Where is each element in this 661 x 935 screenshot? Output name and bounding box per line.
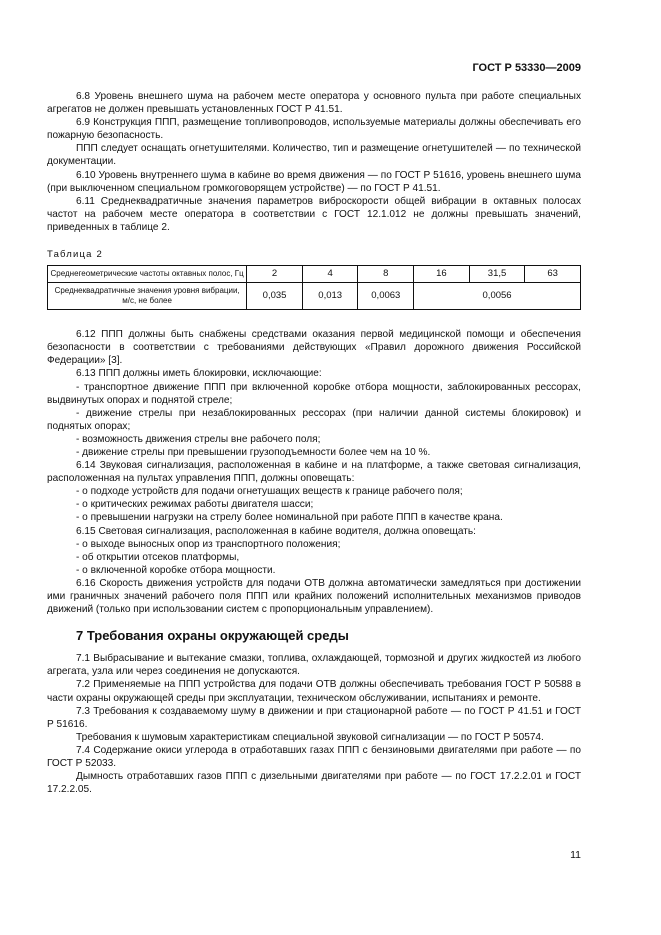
paragraph: 7.4 Содержание окиси углерода в отработавших газах ППП с бензиновыми двигателями при работе — по ГОСТ Р 52033.: [47, 744, 581, 770]
paragraph: - о подходе устройств для подачи огнетушащих веществ к границе рабочего поля;: [76, 486, 463, 498]
paragraph: 6.10 Уровень внутреннего шума в кабине во время движения — по ГОСТ Р 51616, уровень внешнего шума (при выключенном специальном громкоговорящем устройстве) — по ГОСТ Р 41.51.: [47, 169, 581, 194]
paragraph: 6.11 Среднеквадратичные значения параметров виброскорости общей вибрации в октавных полосах частот на рабочем месте оператора в соответствии с ГОСТ 12.1.012 не должны превышать значений, приведенных в таблице 2.: [47, 195, 581, 233]
table-cell: 4: [302, 266, 358, 283]
paragraph: - транспортное движение ППП при включенной коробке отбора мощности, заблокированных рессорах, выдвинутых опорах и поднятой стреле;: [47, 381, 581, 406]
paragraph: 6.16 Скорость движения устройств для подачи ОТВ должна автоматически замедляться при достижении ими граничных значений рабочего поля ППП или крайних положений исполнительных механизмов приводов движений (только при использовании систем с пропорциональным управлением).: [47, 577, 581, 616]
table-row: [48, 283, 581, 310]
paragraph: - о выходе выносных опор из транспортного положения;: [76, 538, 341, 550]
paragraph: 6.12 ППП должны быть снабжены средствами оказания первой медицинской помощи и обеспечения безопасности в соответствии с требованиями действующих «Правил дорожного движения Российской Федерации» [3].: [47, 329, 581, 367]
table-row-header: Среднеквадратичные значения уровня вибрации, м/с, не более: [48, 283, 247, 310]
paragraph: - движение стрелы при незаблокированных рессорах (при наличии данной системы блокировок) и поднятых опорах;: [47, 407, 581, 432]
paragraph: 7.1 Выбрасывание и вытекание смазки, топлива, охлаждающей, тормозной и других жидкостей из любого агрегата, узла или через соединения не допускаются.: [47, 653, 581, 678]
paragraph: 6.13 ППП должны иметь блокировки, исключающие:: [76, 368, 322, 380]
table-cell: 0,0063: [358, 283, 414, 310]
table-cell: 16: [414, 266, 470, 283]
paragraph: 7.2 Применяемые на ППП устройства для подачи ОТВ должны обеспечивать требования ГОСТ Р 50588 в части охраны окружающей среды при эксплуатации, техническом обслуживании, испытаниях и ремонте.: [47, 679, 581, 704]
paragraph: - движение стрелы при превышении грузоподъемности более чем на 10 %.: [76, 446, 431, 458]
paragraph: ППП следует оснащать огнетушителями. Количество, тип и размещение огнетушителей — по технической документации.: [47, 143, 581, 168]
paragraph: - возможность движения стрелы вне рабочего поля;: [76, 433, 321, 445]
table-cell: 0,035: [247, 283, 303, 310]
table-cell: 63: [525, 266, 581, 283]
table-cell: 8: [358, 266, 414, 283]
table-cell-merged: 0,0056: [414, 283, 581, 310]
section-title: 7 Требования охраны окружающей среды: [76, 628, 349, 644]
paragraph: 6.9 Конструкция ППП, размещение топливопроводов, используемые материалы должны обеспечивать его пожарную безопасность.: [47, 117, 581, 142]
page-number: 11: [570, 849, 581, 861]
table-cell: 31,5: [469, 266, 525, 283]
vibration-table: [47, 265, 581, 310]
paragraph: - о включенной коробке отбора мощности.: [76, 564, 276, 576]
paragraph: - о превышении нагрузки на стрелу более номинальной при работе ППП в качестве крана.: [76, 512, 503, 524]
table-cell: 0,013: [302, 283, 358, 310]
table-caption: Таблица 2: [47, 249, 103, 261]
table-row-header: Среднегеометрические частоты октавных полос, Гц: [48, 266, 247, 283]
paragraph: Дымность отработавших газов ППП с дизельными двигателями при работе — по ГОСТ 17.2.2.01 и ГОСТ 17.2.2.05.: [47, 771, 581, 796]
document-header: ГОСТ Р 53330—2009: [472, 62, 581, 74]
paragraph: 6.8 Уровень внешнего шума на рабочем месте оператора у основного пульта при работе специальных агрегатов не должен превышать установленных ГОСТ Р 41.51.: [47, 91, 581, 116]
section-6-paragraphs-part1: [47, 90, 581, 234]
section-7-paragraphs: [47, 652, 581, 796]
paragraph: - о критических режимах работы двигателя шасси;: [76, 499, 314, 511]
paragraph: 6.15 Световая сигнализация, расположенная в кабине водителя, должна оповещать:: [76, 525, 476, 537]
section-6-paragraphs-part2: [47, 328, 581, 616]
paragraph: 7.3 Требования к создаваемому шуму в движении и при стационарной работе — по ГОСТ Р 41.51 и ГОСТ Р 51616.: [47, 705, 581, 730]
paragraph: 6.14 Звуковая сигнализация, расположенная в кабине и на платформе, а также световая сигнализация, расположенная на пультах управления ППП, должны оповещать:: [47, 460, 581, 485]
table-cell: 2: [247, 266, 303, 283]
paragraph: Требования к шумовым характеристикам специальной звуковой сигнализации — по ГОСТ Р 50574.: [76, 731, 544, 743]
page-body: [47, 90, 581, 796]
paragraph: - об открытии отсеков платформы,: [76, 551, 240, 563]
table-row: [48, 266, 581, 283]
